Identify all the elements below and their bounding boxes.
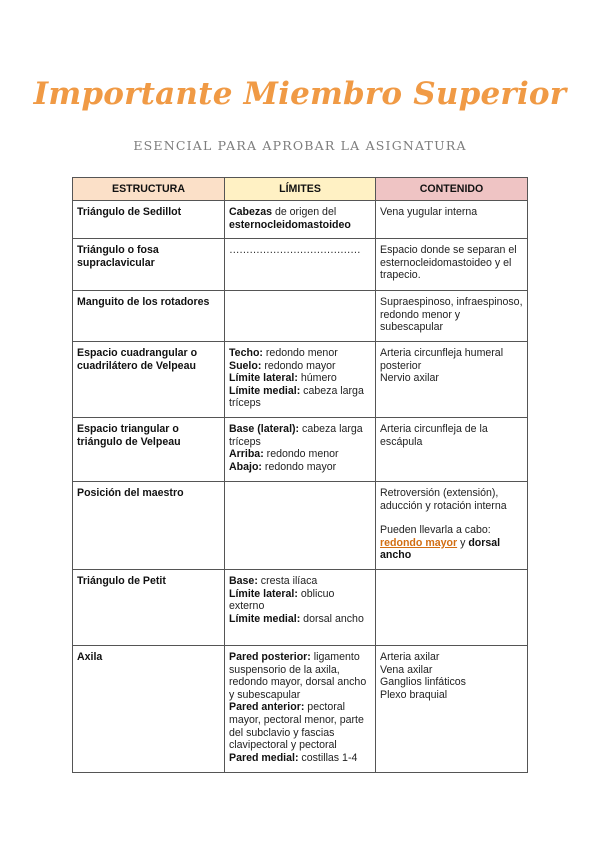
cell-limites (225, 646, 376, 773)
cell-estructura: Espacio cuadrangular o cuadrilátero de Velpeau (73, 342, 225, 418)
page-title: Importante Miembro Superior (33, 76, 567, 112)
limit-label: Abajo: (229, 460, 262, 473)
content-line: Arteria circunfleja humeral posterior (380, 347, 504, 372)
limit-label: Límite lateral: (229, 587, 298, 600)
limit-text: costillas 1-4 (298, 751, 358, 764)
limit-text: húmero (297, 372, 337, 385)
table-row (73, 239, 528, 291)
content-line: Vena axilar (380, 663, 433, 676)
cell-contenido (376, 342, 528, 418)
table-row (73, 418, 528, 482)
cell-contenido: Vena yugular interna (376, 201, 528, 239)
cell-contenido: Arteria circunfleja de la escápula (376, 418, 528, 482)
header-limites: LÍMITES (225, 178, 376, 201)
content-bold: dorsal ancho (380, 536, 501, 562)
cell-contenido (376, 482, 528, 570)
limit-text: de origen del (272, 206, 337, 218)
table-row (73, 482, 528, 570)
limit-text: redondo menor (263, 448, 339, 461)
table-row (73, 291, 528, 342)
content-line: Ganglios linfáticos (380, 676, 466, 689)
content-line: Nervio axilar (380, 372, 439, 385)
content-paragraph: Retroversión (extensión), aducción y rotación interna (380, 487, 507, 512)
cell-estructura: Espacio triangular o triángulo de Velpeau (73, 418, 225, 482)
limit-label: Techo: (229, 347, 263, 359)
limit-label: Límite medial: (229, 384, 301, 397)
limit-text: redondo mayor (261, 460, 337, 473)
limit-text: oblicuo externo (229, 587, 335, 613)
limit-label: Cabezas (229, 206, 272, 218)
limit-label: Base: (229, 575, 258, 587)
header-contenido: CONTENIDO (376, 178, 528, 201)
table-row (73, 201, 528, 239)
limit-text: ligamento suspensorio de la axila, redondo mayor, dorsal ancho y subescapular (229, 651, 367, 701)
cell-limites (225, 570, 376, 646)
table-row (73, 646, 528, 773)
limit-text: pectoral mayor, pectoral menor, parte del subclavio y fascias clavipectoral y pectoral (229, 701, 364, 752)
limit-label: Límite lateral: (229, 372, 298, 385)
page-subtitle: ESENCIAL PARA APROBAR LA ASIGNATURA (133, 138, 467, 153)
cell-limites (225, 342, 376, 418)
table-header-row (73, 178, 528, 201)
cell-estructura: Triángulo de Petit (73, 570, 225, 646)
limit-text: dorsal ancho (300, 612, 364, 625)
cell-limites (225, 291, 376, 342)
limit-text: cresta ilíaca (257, 575, 318, 587)
content-line: Arteria axilar (380, 651, 440, 663)
structures-table (72, 177, 528, 773)
cell-estructura: Axila (73, 646, 225, 773)
redondo-mayor-link[interactable]: redondo mayor (380, 536, 458, 549)
content-line: Plexo braquial (380, 688, 448, 701)
cell-estructura: Triángulo o fosa supraclavicular (73, 239, 225, 291)
content-paragraph: Pueden llevarla a cabo: (380, 524, 491, 537)
limit-text: cabeza larga tríceps (229, 384, 364, 410)
cell-estructura: Triángulo de Sedillot (73, 201, 225, 239)
cell-limites (225, 201, 376, 239)
limit-label: Pared anterior: (229, 701, 305, 714)
limit-text: cabeza larga tríceps (229, 423, 363, 448)
limit-text: redondo mayor (261, 359, 336, 372)
cell-limites (225, 418, 376, 482)
limit-label: Base (lateral): (229, 423, 300, 435)
cell-contenido (376, 570, 528, 646)
content-text: y (457, 536, 469, 549)
header-estructura: ESTRUCTURA (73, 178, 225, 201)
cell-limites: ………………………………… (225, 239, 376, 291)
limit-label: Arriba: (229, 448, 264, 461)
limit-label: esternocleidomastoideo (229, 218, 351, 231)
cell-contenido: Supraespinoso, infraespinoso, redondo menor y subescapular (376, 291, 528, 342)
cell-estructura: Manguito de los rotadores (73, 291, 225, 342)
cell-limites (225, 482, 376, 570)
limit-label: Límite medial: (229, 612, 301, 625)
limit-label: Pared posterior: (229, 651, 311, 663)
table-row (73, 570, 528, 646)
table-row (73, 342, 528, 418)
limit-label: Suelo: (229, 359, 262, 372)
cell-contenido (376, 646, 528, 773)
cell-contenido: Espacio donde se separan el esternocleidomastoideo y el trapecio. (376, 239, 528, 291)
limit-label: Pared medial: (229, 751, 299, 764)
cell-estructura: Posición del maestro (73, 482, 225, 570)
limit-text: redondo menor (262, 347, 338, 359)
